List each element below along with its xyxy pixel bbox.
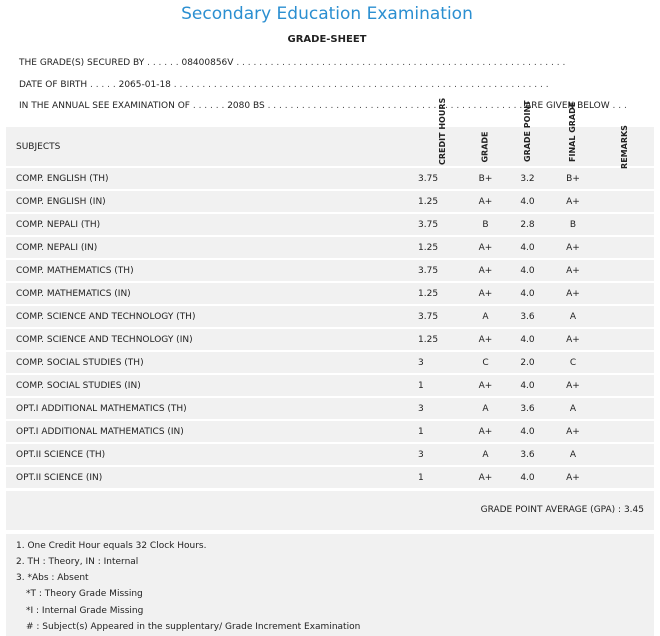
- grade-point-cell: 4.0: [504, 236, 551, 259]
- grade-point-cell: 4.0: [504, 374, 551, 397]
- grade-point-cell: 3.6: [504, 305, 551, 328]
- credit-hours-cell: 1: [418, 374, 467, 397]
- gpa-label: GRADE POINT AVERAGE (GPA) :: [480, 505, 622, 515]
- secured-by-label: THE GRADE(S) SECURED BY: [19, 58, 145, 68]
- note-internal-missing: *I : Internal Grade Missing: [26, 606, 144, 616]
- credit-hours-cell: 3.75: [418, 167, 467, 190]
- grade-sheet-heading: GRADE-SHEET: [287, 34, 367, 45]
- grade-point-cell: 4.0: [504, 259, 551, 282]
- grade-point-cell: 4.0: [504, 190, 551, 213]
- table-row: [6, 282, 654, 305]
- credit-hours-cell: 1.25: [418, 328, 467, 351]
- subject-cell: COMP. NEPALI (IN): [6, 236, 418, 259]
- dob-line: DATE OF BIRTH . . . . . 2065-01-18 . . . . . . . . . . . . . . . . . . . . . . . . . . . . . . . . . . . . . . . . . . . . . . . . . . . . . . . . . . . . . . . . . .: [19, 80, 549, 90]
- grade-cell: A+: [467, 190, 504, 213]
- remarks-cell: [595, 259, 654, 282]
- credit-hours-cell: 1: [418, 420, 467, 443]
- final-grade-cell: A+: [551, 328, 595, 351]
- final-grade-cell: A: [551, 443, 595, 466]
- grade-cell: A+: [467, 466, 504, 489]
- grade-cell: A+: [467, 259, 504, 282]
- final-grade-cell: A+: [551, 190, 595, 213]
- dob-value: 2065-01-18: [118, 80, 171, 90]
- grade-cell: A: [467, 443, 504, 466]
- header-grade-point: GRADE POINT: [504, 127, 551, 167]
- subject-cell: COMP. NEPALI (TH): [6, 213, 418, 236]
- credit-hours-cell: 1: [418, 466, 467, 489]
- credit-hours-cell: 3: [418, 443, 467, 466]
- header-grade: GRADE: [467, 127, 504, 167]
- grade-point-cell: 4.0: [504, 420, 551, 443]
- subject-cell: OPT.II SCIENCE (IN): [6, 466, 418, 489]
- credit-hours-cell: 3.75: [418, 213, 467, 236]
- header-subjects: SUBJECTS: [6, 127, 418, 167]
- table-row: [6, 466, 654, 489]
- table-row: [6, 190, 654, 213]
- secured-by-value: 08400856V: [181, 58, 234, 68]
- subject-cell: COMP. SOCIAL STUDIES (IN): [6, 374, 418, 397]
- gpa-panel: [6, 491, 654, 530]
- table-row: [6, 167, 654, 190]
- table-row: [6, 443, 654, 466]
- grade-point-cell: 3.6: [504, 443, 551, 466]
- final-grade-cell: A: [551, 397, 595, 420]
- grade-point-cell: 4.0: [504, 282, 551, 305]
- table-row: [6, 259, 654, 282]
- grade-point-cell: 3.2: [504, 167, 551, 190]
- grade-cell: A+: [467, 236, 504, 259]
- dob-label: DATE OF BIRTH: [19, 80, 88, 90]
- subject-cell: COMP. ENGLISH (TH): [6, 167, 418, 190]
- final-grade-cell: B: [551, 213, 595, 236]
- grade-cell: A+: [467, 374, 504, 397]
- note-theory-internal: 2. TH : Theory, IN : Internal: [16, 557, 139, 567]
- remarks-cell: [595, 397, 654, 420]
- credit-hours-cell: 1.25: [418, 190, 467, 213]
- table-header-row: [6, 127, 654, 167]
- final-grade-cell: A+: [551, 282, 595, 305]
- gpa-value: 3.45: [623, 505, 644, 515]
- exam-label: IN THE ANNUAL SEE EXAMINATION OF: [19, 101, 190, 111]
- exam-value: 2080 BS: [227, 101, 265, 111]
- page-title: Secondary Education Examination: [181, 4, 473, 24]
- grade-point-cell: 2.0: [504, 351, 551, 374]
- note-absent: 3. *Abs : Absent: [16, 573, 89, 583]
- subject-cell: COMP. SOCIAL STUDIES (TH): [6, 351, 418, 374]
- final-grade-cell: B+: [551, 167, 595, 190]
- remarks-cell: [595, 466, 654, 489]
- table-row: [6, 351, 654, 374]
- exam-line: IN THE ANNUAL SEE EXAMINATION OF . . . . . . 2080 BS . . . . . . . . . . . . . . . . . . . . . . . . . . . . . . . . . . . . . . . . . . . . . ARE GIVEN BELOW . . .: [19, 101, 627, 111]
- remarks-cell: [595, 351, 654, 374]
- header-final-grade: FINAL GRADE: [551, 127, 595, 167]
- grade-point-cell: 2.8: [504, 213, 551, 236]
- grade-point-cell: 4.0: [504, 466, 551, 489]
- final-grade-cell: A+: [551, 236, 595, 259]
- subject-cell: COMP. MATHEMATICS (TH): [6, 259, 418, 282]
- notes-panel: [6, 534, 654, 636]
- exam-suffix: ARE GIVEN BELOW: [525, 101, 610, 111]
- remarks-cell: [595, 305, 654, 328]
- final-grade-cell: A+: [551, 466, 595, 489]
- header-credit-hours: CREDIT HOURS: [418, 127, 467, 167]
- subject-cell: COMP. SCIENCE AND TECHNOLOGY (IN): [6, 328, 418, 351]
- grade-cell: B: [467, 213, 504, 236]
- credit-hours-cell: 3: [418, 397, 467, 420]
- final-grade-cell: A+: [551, 259, 595, 282]
- credit-hours-cell: 3.75: [418, 305, 467, 328]
- table-row: [6, 213, 654, 236]
- grade-cell: A+: [467, 282, 504, 305]
- remarks-cell: [595, 443, 654, 466]
- table-row: [6, 397, 654, 420]
- credit-hours-cell: 1.25: [418, 282, 467, 305]
- table-row: [6, 236, 654, 259]
- remarks-cell: [595, 167, 654, 190]
- header-remarks: REMARKS: [595, 127, 654, 167]
- final-grade-cell: A+: [551, 374, 595, 397]
- remarks-cell: [595, 328, 654, 351]
- grade-point-cell: 4.0: [504, 328, 551, 351]
- subject-cell: COMP. ENGLISH (IN): [6, 190, 418, 213]
- credit-hours-cell: 3: [418, 351, 467, 374]
- table-row: [6, 305, 654, 328]
- final-grade-cell: A+: [551, 420, 595, 443]
- table-row: [6, 420, 654, 443]
- remarks-cell: [595, 213, 654, 236]
- final-grade-cell: A: [551, 305, 595, 328]
- grade-cell: A: [467, 397, 504, 420]
- gpa-line: [481, 505, 644, 515]
- remarks-cell: [595, 420, 654, 443]
- grade-cell: C: [467, 351, 504, 374]
- remarks-cell: [595, 190, 654, 213]
- subject-cell: OPT.I ADDITIONAL MATHEMATICS (IN): [6, 420, 418, 443]
- grade-cell: A+: [467, 328, 504, 351]
- note-credit-hour: 1. One Credit Hour equals 32 Clock Hours.: [16, 541, 207, 551]
- grade-cell: A: [467, 305, 504, 328]
- secured-by-line: THE GRADE(S) SECURED BY . . . . . . 08400856V . . . . . . . . . . . . . . . . . . . . . . . . . . . . . . . . . . . . . . . . . . . . . . . . . . . . . . . . . .: [19, 58, 566, 68]
- credit-hours-cell: 1.25: [418, 236, 467, 259]
- grade-cell: A+: [467, 420, 504, 443]
- remarks-cell: [595, 236, 654, 259]
- grade-cell: B+: [467, 167, 504, 190]
- final-grade-cell: C: [551, 351, 595, 374]
- grade-point-cell: 3.6: [504, 397, 551, 420]
- subject-cell: COMP. SCIENCE AND TECHNOLOGY (TH): [6, 305, 418, 328]
- subject-cell: OPT.I ADDITIONAL MATHEMATICS (TH): [6, 397, 418, 420]
- note-supplementary: # : Subject(s) Appeared in the supplentary/ Grade Increment Examination: [26, 622, 361, 632]
- note-theory-missing: *T : Theory Grade Missing: [26, 589, 143, 599]
- table-row: [6, 328, 654, 351]
- credit-hours-cell: 3.75: [418, 259, 467, 282]
- subject-cell: COMP. MATHEMATICS (IN): [6, 282, 418, 305]
- table-row: [6, 374, 654, 397]
- subject-cell: OPT.II SCIENCE (TH): [6, 443, 418, 466]
- remarks-cell: [595, 282, 654, 305]
- remarks-cell: [595, 374, 654, 397]
